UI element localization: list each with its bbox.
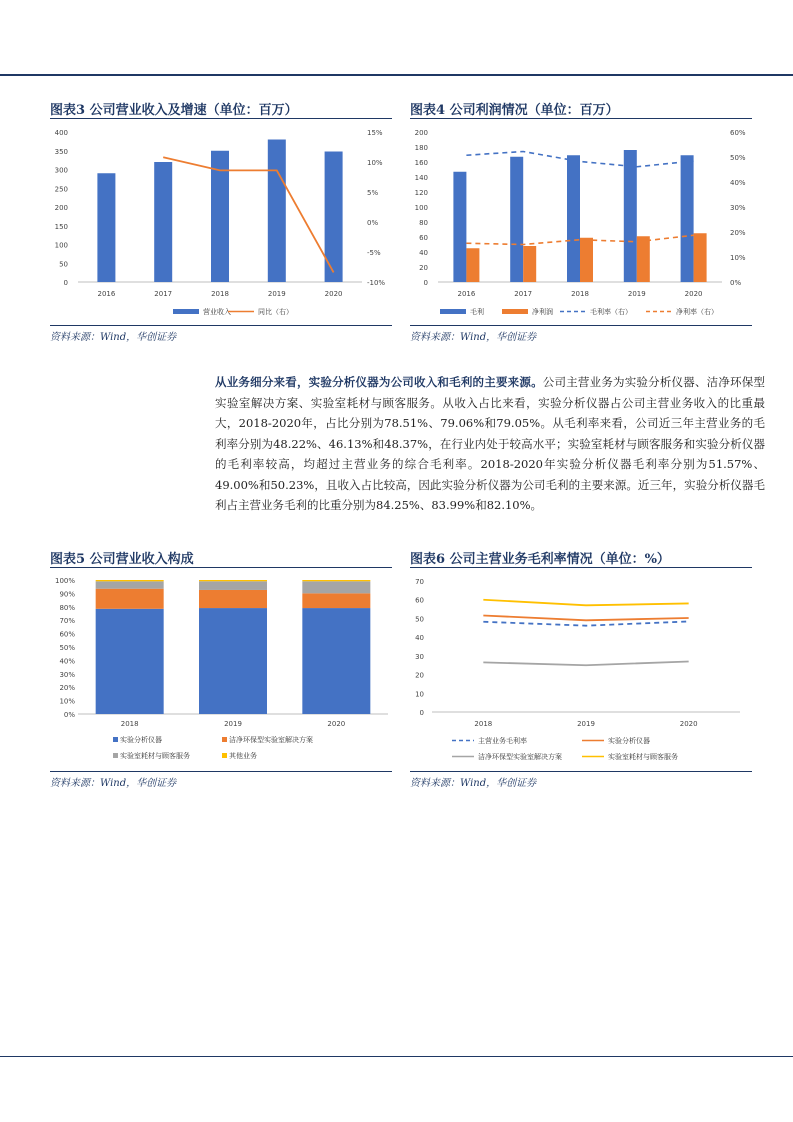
fig5-legend-swatch [113,737,118,742]
fig5-ytick: 80% [59,603,75,612]
header-rule [0,74,793,76]
fig3-title: 图表3 公司营业收入及增速（单位：百万） [50,103,298,118]
fig6-title-rule [410,567,752,568]
fig4-ytick: 20 [419,264,428,272]
fig3-legend-label: 同比（右） [258,308,293,316]
fig6-series-line [483,661,688,665]
fig5-ytick: 100% [54,577,75,585]
paragraph-body: 公司主营业务为实验分析仪器、洁净环保型实验室解决方案、实验室耗材与顾客服务。从收入占比来看，实验分析仪器占公司主营业务收入的比重最大，2018-2020年，占比分别为78.51%、79.06%和79.05%。从毛利率来看，公司近三年主营业务的毛利率分别为48.22%、46.13%和48.37%，在行业内处于较高水平；实验室耗材与顾客服务和实验分析仪器的毛利率较高，均超过主营业务的综合毛利率。2018-2020年实验分析仪器毛利率分别为51.57%、49.00%和50.23%，且收入占比较高，因此实验分析仪器为公司毛利的主要来源。近三年，实验分析仪器毛利占主营业务毛利的比重分别为84.25%、83.99%和82.10%。 [215,375,765,512]
fig4-title: 图表4 公司利润情况（单位：百万） [410,103,619,118]
fig5-stack-segment [302,581,370,593]
fig4-gross-profit-bar [567,155,580,282]
fig3-ytick: 100 [54,241,68,250]
fig4-y2tick: 40% [730,179,746,187]
fig5-legend-swatch [222,737,227,742]
fig5-stack-segment [199,580,267,581]
fig4-ytick: 180 [414,144,428,152]
fig3-ytick: 250 [54,185,68,194]
fig3-xtick: 2019 [267,290,286,298]
fig3-y2tick: 15% [367,129,383,137]
fig5-stack-segment [302,608,370,714]
fig5-ytick: 10% [59,697,75,706]
fig5-ytick: 70% [59,617,75,626]
fig6-source: 资料来源：Wind，华创证券 [410,778,537,789]
fig3-legend-swatch [173,309,199,314]
fig4-source: 资料来源：Wind，华创证券 [410,332,537,343]
fig6-series-line [483,600,688,606]
fig3-legend-label: 营业收入 [203,308,231,316]
fig6-xtick: 2019 [577,720,595,728]
fig5-source: 资料来源：Wind，华创证券 [50,778,177,789]
fig4-net-profit-bar [694,233,707,282]
fig4-net-profit-bar [580,238,593,282]
fig5-bottom-rule [50,771,392,772]
fig6-bottom-rule [410,771,752,772]
fig4-ytick: 120 [414,189,428,197]
fig5-legend-label: 洁净环保型实验室解决方案 [229,736,313,744]
fig4-ytick: 200 [414,129,428,137]
fig6-series-line [483,615,688,620]
fig4-net-profit-bar [466,248,479,282]
fig5-stack-segment [199,608,267,714]
fig4-ytick: 80 [419,219,428,227]
fig4-ytick: 140 [414,174,428,182]
fig4-y2tick: 50% [730,154,746,162]
analysis-paragraph [215,372,765,516]
fig5-stack-segment [199,581,267,590]
fig5-ytick: 20% [59,684,75,693]
fig6-ytick: 50 [415,615,424,624]
fig4-y2tick: 10% [730,254,746,262]
fig3-ytick: 200 [54,204,68,212]
fig4-gross-profit-bar [453,172,466,282]
fig3-y2tick: 5% [367,189,379,197]
fig3-growth-line [163,157,333,272]
fig5-stack-segment [96,581,164,588]
fig6-legend-label: 主营业务毛利率 [478,737,527,745]
fig3-bottom-rule [50,325,392,326]
fig4-legend-label: 毛利率（右） [590,308,632,316]
fig4-ytick: 100 [414,204,428,212]
fig6-ytick: 40 [415,634,424,643]
fig3-ytick: 300 [54,166,68,175]
fig5-stack-segment [96,609,164,714]
fig3-xtick: 2018 [211,290,229,298]
fig5-stack-segment [302,580,370,581]
fig3-xtick: 2020 [324,290,343,298]
fig3-y2tick: -10% [367,279,386,287]
fig3-title-rule [50,118,392,119]
fig5-legend-label: 其他业务 [229,752,257,760]
fig5-legend-label: 实验室耗材与顾客服务 [120,752,190,760]
fig3-chart [50,122,392,324]
fig6-legend-label: 实验室耗材与顾客服务 [608,753,678,761]
fig5-stack-segment [96,589,164,609]
fig4-legend-label: 净利率（右） [676,308,718,316]
fig5-ytick: 0% [63,711,75,719]
fig3-ytick: 50 [59,260,68,269]
fig3-source: 资料来源：Wind，华创证券 [50,332,177,343]
fig5-chart [50,571,392,771]
fig5-ytick: 30% [59,670,75,679]
fig4-legend-label: 净利润 [532,308,553,316]
fig5-xtick: 2019 [224,720,242,728]
fig3-bar [97,173,115,282]
fig5-xtick: 2020 [327,720,346,728]
fig5-stack-segment [96,580,164,581]
fig5-ytick: 50% [59,644,75,652]
fig6-legend-label: 洁净环保型实验室解决方案 [478,753,562,761]
fig4-ytick: 60 [419,234,428,242]
fig4-gross-profit-bar [510,157,523,282]
fig5-legend-swatch [222,753,227,758]
fig5-ytick: 90% [59,590,75,599]
fig3-bar [154,162,172,282]
fig4-net-profit-bar [637,236,650,282]
fig4-xtick: 2019 [627,290,646,298]
fig4-gross-profit-bar [624,150,637,282]
fig4-ytick: 40 [419,249,428,257]
fig5-ytick: 60% [59,630,75,639]
fig6-ytick: 70 [415,578,424,586]
fig3-bar [268,140,286,283]
fig4-gross-profit-bar [681,155,694,282]
fig6-title: 图表6 公司主营业务毛利率情况（单位：%） [410,552,670,567]
fig4-legend-label: 毛利 [470,308,484,316]
fig4-xtick: 2020 [684,290,703,298]
fig4-xtick: 2017 [514,290,533,298]
fig6-ytick: 0 [419,709,424,717]
fig4-ytick: 0 [423,279,428,287]
fig6-ytick: 10 [415,690,424,699]
fig6-xtick: 2018 [474,720,493,728]
fig3-xtick: 2016 [97,290,116,298]
fig3-y2tick: 0% [367,219,379,227]
fig4-xtick: 2016 [457,290,476,298]
fig5-stack-segment [199,590,267,608]
fig5-title-rule [50,567,392,568]
fig4-y2tick: 20% [730,229,746,237]
fig4-y2tick: 0% [730,279,742,287]
fig5-title: 图表5 公司营业收入构成 [50,552,194,567]
fig4-net-profit-bar [523,246,536,282]
paragraph-lead: 从业务细分来看，实验分析仪器为公司收入和毛利的主要来源。 [215,375,543,389]
fig6-series-line [483,621,688,625]
fig4-ytick: 160 [414,159,428,167]
fig3-y2tick: 10% [367,159,383,167]
fig3-y2tick: -5% [367,249,381,257]
fig3-ytick: 350 [54,147,68,156]
fig4-y2tick: 30% [730,204,746,212]
fig5-legend-swatch [113,753,118,758]
fig5-stack-segment [302,593,370,608]
fig4-legend-swatch [502,309,528,314]
fig4-chart [410,122,752,324]
fig4-y2tick: 60% [730,129,746,137]
fig6-xtick: 2020 [679,720,698,728]
fig6-ytick: 20 [415,671,424,680]
fig6-legend-label: 实验分析仪器 [608,737,650,745]
fig5-legend-label: 实验分析仪器 [120,736,162,744]
fig6-ytick: 30 [415,652,424,661]
fig3-xtick: 2017 [154,290,173,298]
fig3-ytick: 150 [54,222,68,231]
fig6-chart [410,571,752,771]
fig4-bottom-rule [410,325,752,326]
footer-rule [0,1056,793,1057]
fig6-ytick: 60 [415,596,424,605]
fig4-xtick: 2018 [571,290,589,298]
fig4-title-rule [410,118,752,119]
fig3-ytick: 0 [63,279,68,287]
fig5-xtick: 2018 [120,720,139,728]
fig3-ytick: 400 [54,129,68,137]
fig4-legend-swatch [440,309,466,314]
fig5-ytick: 40% [59,657,75,666]
